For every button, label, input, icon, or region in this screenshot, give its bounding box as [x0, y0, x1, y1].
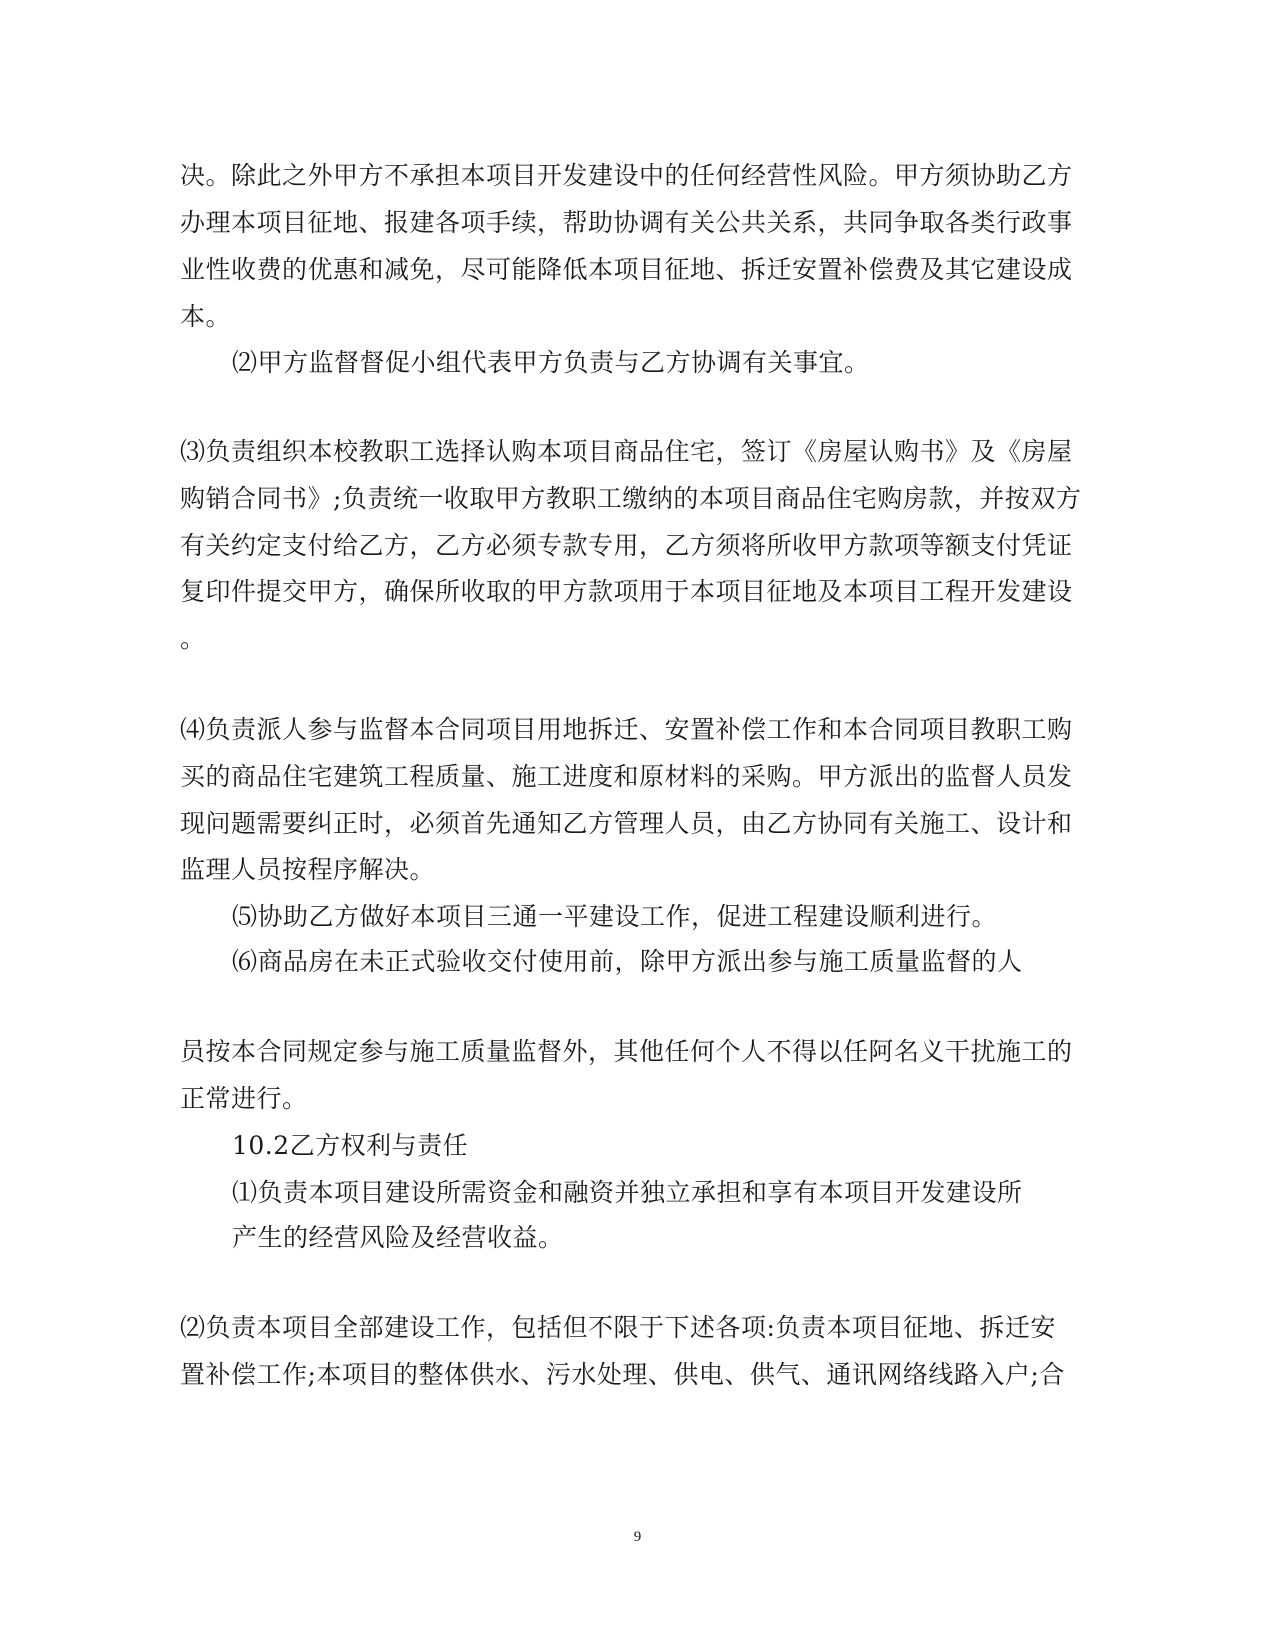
- section-heading: 10.2乙方权利与责任: [232, 1131, 469, 1160]
- text-line: ⑶负责组织本校教职工选择认购本项目商品住宅，签订《房屋认购书》及《房屋: [180, 437, 1073, 466]
- text-line: 购销合同书》;负责统一收取甲方教职工缴纳的本项目商品住宅购房款，并按双方: [180, 484, 1082, 513]
- text-line: 置补偿工作;本项目的整体供水、污水处理、供电、供气、通讯网络线路入户;合: [180, 1360, 1065, 1389]
- text-line: 。: [180, 624, 206, 653]
- text-line: ⑵负责本项目全部建设工作，包括但不限于下述各项:负责本项目征地、拆迁安: [180, 1313, 1056, 1342]
- text-line: 有关约定支付给乙方，乙方必须专款专用，乙方须将所收甲方款项等额支付凭证: [180, 531, 1073, 560]
- text-line: 正常进行。: [180, 1084, 308, 1113]
- text-line: ⑷负责派人参与监督本合同项目用地拆迁、安置补偿工作和本合同项目教职工购: [180, 715, 1073, 744]
- text-line: 本。: [180, 302, 232, 331]
- text-line: 产生的经营风险及经营收益。: [232, 1223, 564, 1252]
- text-line: ⑹商品房在未正式验收交付使用前，除甲方派出参与施工质量监督的人: [232, 947, 1023, 976]
- text-line: 员按本合同规定参与施工质量监督外，其他任何个人不得以任阿名义干扰施工的: [180, 1037, 1073, 1066]
- text-line: 现问题需要纠正时，必须首先通知乙方管理人员，由乙方协同有关施工、设计和: [180, 809, 1073, 838]
- text-line: ⑴负责本项目建设所需资金和融资并独立承担和享有本项目开发建设所: [232, 1178, 1023, 1207]
- text-line: 复印件提交甲方，确保所收取的甲方款项用于本项目征地及本项目工程开发建设: [180, 577, 1073, 606]
- text-line: 办理本项目征地、报建各项手续，帮助协调有关公共关系，共同争取各类行政事: [180, 208, 1073, 237]
- text-line: 监理人员按程序解决。: [180, 855, 436, 884]
- page-number: 9: [633, 1529, 642, 1545]
- text-line: ⑸协助乙方做好本项目三通一平建设工作，促进工程建设顺利进行。: [232, 902, 998, 931]
- text-line: ⑵甲方监督督促小组代表甲方负责与乙方协调有关事宜。: [232, 348, 870, 377]
- text-line: 决。除此之外甲方不承担本项目开发建设中的任何经营性风险。甲方须协助乙方: [180, 161, 1073, 190]
- text-line: 业性收费的优惠和减免，尽可能降低本项目征地、拆迁安置补偿费及其它建设成: [180, 255, 1073, 284]
- text-line: 买的商品住宅建筑工程质量、施工进度和原材料的采购。甲方派出的监督人员发: [180, 762, 1073, 791]
